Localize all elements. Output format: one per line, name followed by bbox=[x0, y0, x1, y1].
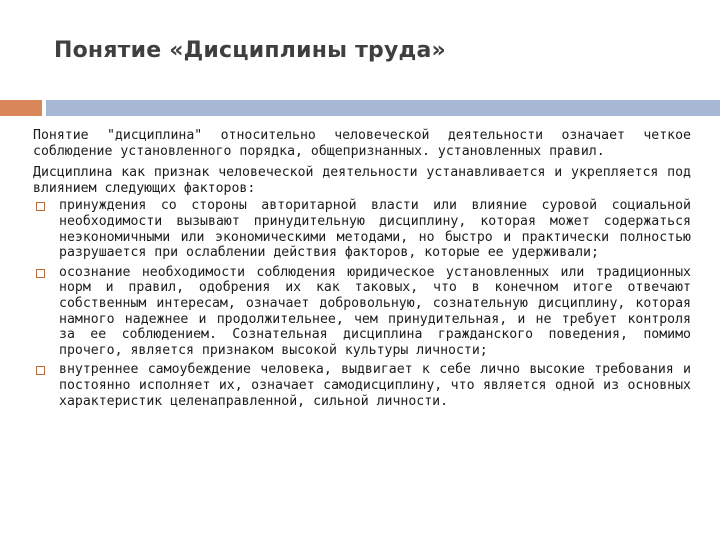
square-bullet-icon bbox=[36, 366, 45, 375]
paragraph-definition: Понятие "дисциплина" относительно человеческой деятельности означает четкое соблюдение установленного порядка, общепризнанных. установленных правил. bbox=[33, 128, 691, 159]
bullet-text: принуждения со стороны авторитарной власти или влияние суровой социальной необходимости вызывают принудительную дисциплину, которая может содержаться неэкономичными или экономическими методами, но быстро и практически полностью разрушается при ослаблении действия факторов, которые ее удерживали; bbox=[59, 198, 691, 261]
square-bullet-icon bbox=[36, 202, 45, 211]
slide-body bbox=[33, 128, 691, 413]
bullet-item bbox=[33, 265, 691, 359]
bullet-item bbox=[33, 362, 691, 409]
bullet-text: осознание необходимости соблюдения юридическое установленных или традиционных норм и правил, одобрения их как таковых, что в конечном итоге отвечают собственным интересам, означает добровольную, сознательную дисциплину, которая намного надежнее и продолжительнее, чем принудительная, и не требует контроля за ее соблюдением. Сознательная дисциплина гражданского поведения, помимо прочего, является признаком высокой культуры личности; bbox=[59, 264, 691, 358]
paragraph-factors-intro: Дисциплина как признак человеческой деятельности устанавливается и укрепляется под влиянием следующих факторов: bbox=[33, 165, 691, 196]
bullet-text: внутреннее самоубеждение человека, выдвигает к себе лично высокие требования и постоянно исполняет их, означает самодисциплину, что является одной из основных характеристик целенаправленной, сильной личности. bbox=[59, 362, 691, 409]
square-bullet-icon bbox=[36, 269, 45, 278]
bullet-item bbox=[33, 198, 691, 260]
title-rule-bar bbox=[46, 100, 720, 116]
title-rule-accent bbox=[0, 100, 42, 116]
slide-title: Понятие «Дисциплины труда» bbox=[54, 38, 446, 63]
